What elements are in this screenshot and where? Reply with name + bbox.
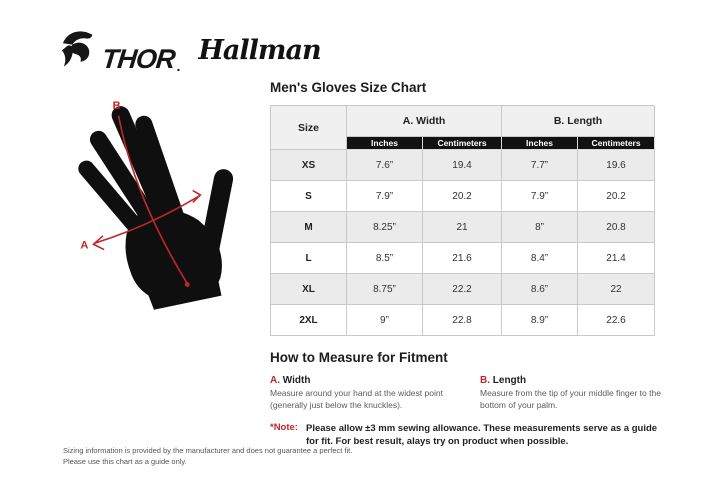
sizing-disclaimer <box>63 446 352 467</box>
table-row-l <box>271 243 655 274</box>
length-centimeters-header: Centimeters <box>578 137 655 150</box>
chart-title: Men's Gloves Size Chart <box>270 80 427 95</box>
thor-helmet-icon <box>60 28 98 73</box>
length-cm-value: 20.2 <box>578 181 655 212</box>
thor-wordmark-dot: . <box>176 58 181 74</box>
glove-measurement-diagram <box>58 84 260 336</box>
width-inches-value: 7.9” <box>347 181 423 212</box>
table-row-2xl <box>271 305 655 336</box>
note-label: *Note: <box>270 422 298 433</box>
length-cm-value: 22 <box>578 274 655 305</box>
width-inches-value: 8.5” <box>347 243 423 274</box>
length-cm-value: 20.8 <box>578 212 655 243</box>
length-cm-value: 22.6 <box>578 305 655 336</box>
width-group-header: A. Width <box>347 106 502 137</box>
fit-note <box>270 422 670 448</box>
disclaimer-line-1: Sizing information is provided by the manufacturer and does not guarantee a perfect fit. <box>63 446 353 455</box>
note-text: Please allow ±3 mm sewing allowance. These measurements serve as a guide for fit. For best result, alays try on product when possible. <box>305 423 658 447</box>
length-inches-value: 8.4” <box>502 243 578 274</box>
width-inches-value: 8.75” <box>347 274 423 305</box>
width-instruction <box>270 375 464 411</box>
length-word: Length <box>492 375 527 386</box>
width-instruction-text: Measure around your hand at the widest point (generally just below the knuckles). <box>270 388 443 410</box>
thor-logo <box>60 28 180 73</box>
width-word: Width <box>282 375 311 386</box>
size-value: M <box>271 212 347 243</box>
width-cm-value: 20.2 <box>423 181 502 212</box>
size-column-header: Size <box>271 106 347 150</box>
brand-logos <box>60 28 321 73</box>
width-inches-header: Inches <box>347 137 423 150</box>
size-value: L <box>271 243 347 274</box>
how-to-measure-heading: How to Measure for Fitment <box>270 350 448 365</box>
width-inches-value: 8.25” <box>347 212 423 243</box>
length-inches-value: 8” <box>502 212 578 243</box>
length-cm-value: 21.4 <box>578 243 655 274</box>
length-inches-value: 7.7” <box>502 150 578 181</box>
group-header-row <box>271 106 655 137</box>
table-row-m <box>271 212 655 243</box>
width-inches-value: 9” <box>347 305 423 336</box>
hand-silhouette-icon <box>58 84 260 336</box>
width-inches-value: 7.6” <box>347 150 423 181</box>
width-cm-value: 19.4 <box>423 150 502 181</box>
table-row-s <box>271 181 655 212</box>
length-instruction-text: Measure from the tip of your middle finger to the bottom of your palm. <box>480 388 661 410</box>
label-a: A <box>80 239 89 252</box>
hallman-logo <box>198 35 320 66</box>
table-row-xl <box>271 274 655 305</box>
width-cm-value: 21 <box>423 212 502 243</box>
how-to-measure-section <box>270 350 670 411</box>
length-inches-value: 8.6” <box>502 274 578 305</box>
size-value: XS <box>271 150 347 181</box>
size-value: XL <box>271 274 347 305</box>
width-cm-value: 22.2 <box>423 274 502 305</box>
width-cm-value: 21.6 <box>423 243 502 274</box>
disclaimer-line-2: Please use this chart as a guide only. <box>63 456 187 466</box>
length-letter: B. <box>480 375 490 386</box>
table-row-xs <box>271 150 655 181</box>
width-letter: A. <box>270 375 280 386</box>
length-inches-header: Inches <box>502 137 578 150</box>
length-group-header: B. Length <box>502 106 655 137</box>
thor-wordmark: THOR <box>100 44 177 74</box>
size-value: S <box>271 181 347 212</box>
length-inches-value: 7.9” <box>502 181 578 212</box>
hallman-wordmark: Hallman <box>198 35 321 66</box>
length-instruction <box>480 375 670 411</box>
width-cm-value: 22.8 <box>423 305 502 336</box>
size-value: 2XL <box>271 305 347 336</box>
length-cm-value: 19.6 <box>578 150 655 181</box>
length-inches-value: 8.9” <box>502 305 578 336</box>
width-centimeters-header: Centimeters <box>423 137 502 150</box>
size-chart-table <box>270 105 655 336</box>
label-b: B <box>112 100 121 113</box>
